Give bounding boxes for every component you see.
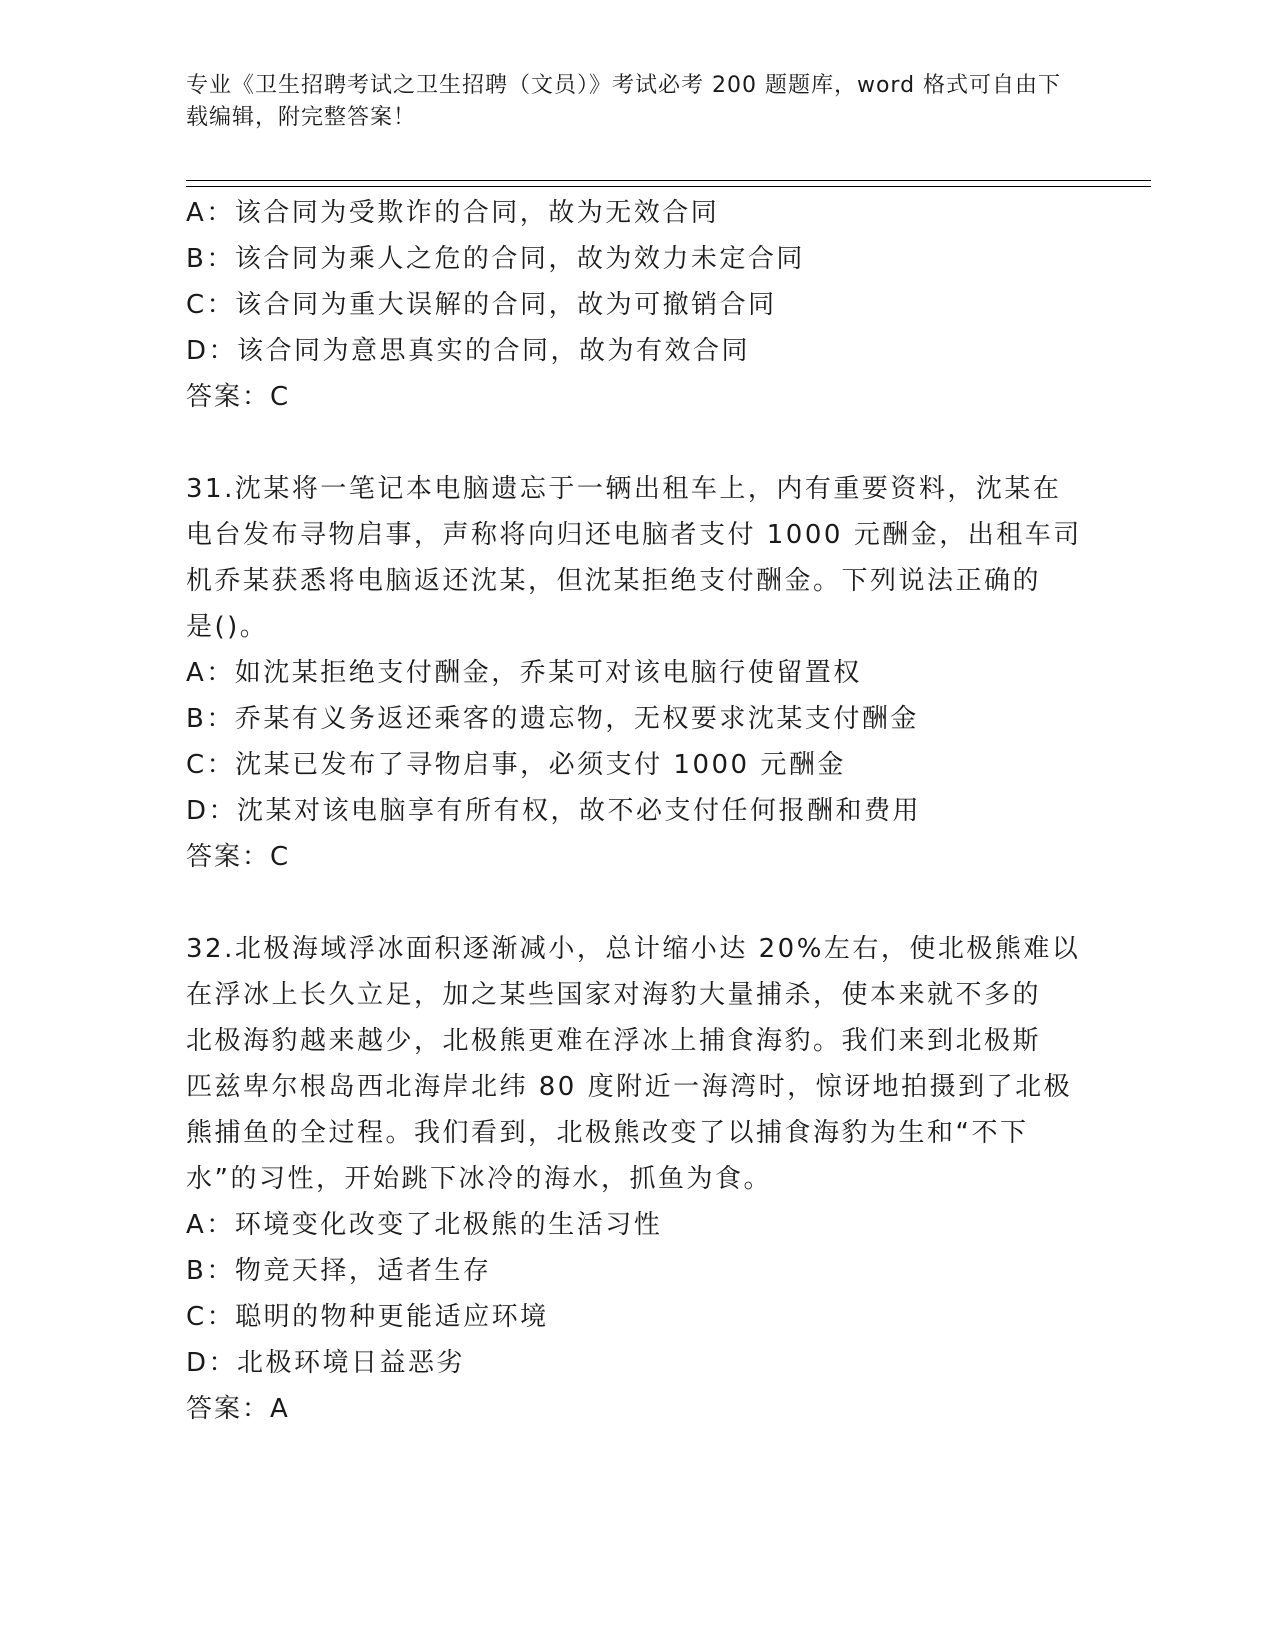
option-a: A：如沈某拒绝支付酬金，乔某可对该电脑行使留置权	[186, 658, 862, 688]
spacer	[186, 420, 1086, 466]
option-d: D：沈某对该电脑享有所有权，故不必支付任何报酬和费用	[186, 796, 922, 826]
option-b: B：乔某有义务返还乘客的遗忘物，无权要求沈某支付酬金	[186, 704, 919, 734]
spacer	[186, 880, 1086, 926]
question-31-line-1: 31.沈某将一笔记本电脑遗忘于一辆出租车上，内有重要资料，沈某在	[186, 474, 1062, 504]
answer-label: 答案：C	[186, 382, 291, 412]
header-text: 专业《卫生招聘考试之卫生招聘（文员）》考试必考 200 题题库，word 格式可自由下载编辑，附完整答案！	[186, 73, 1062, 130]
previous-question-block	[186, 190, 1086, 420]
question-32-line-1: 32.北极海域浮冰面积逐渐减小，总计缩小达 20%左右，使北极熊难以	[186, 934, 1081, 964]
document-body	[186, 190, 1086, 1432]
question-32-line-6: 水”的习性，开始跳下冰冷的海水，抓鱼为食。	[186, 1164, 772, 1194]
answer-label: 答案：C	[186, 842, 291, 872]
header-rule-bottom	[186, 186, 1151, 187]
question-31-block	[186, 466, 1086, 880]
question-31-line-2: 电台发布寻物启事，声称将向归还电脑者支付 1000 元酬金，出租车司	[186, 520, 1082, 550]
option-b: B：该合同为乘人之危的合同，故为效力未定合同	[186, 244, 805, 274]
question-32-line-5: 熊捕鱼的全过程。我们看到，北极熊改变了以捕食海豹为生和“不下	[186, 1118, 1029, 1148]
question-32-line-4: 匹兹卑尔根岛西北海岸北纬 80 度附近一海湾时，惊讶地拍摄到了北极	[186, 1072, 1073, 1102]
option-d: D：北极环境日益恶劣	[186, 1348, 466, 1378]
option-b: B：物竞天择，适者生存	[186, 1256, 492, 1286]
option-a: A：环境变化改变了北极熊的生活习性	[186, 1210, 663, 1240]
question-32-line-2: 在浮冰上长久立足，加之某些国家对海豹大量捕杀，使本来就不多的	[186, 980, 1042, 1010]
option-c: C：沈某已发布了寻物启事，必须支付 1000 元酬金	[186, 750, 846, 780]
question-31-line-3: 机乔某获悉将电脑返还沈某，但沈某拒绝支付酬金。下列说法正确的	[186, 566, 1042, 596]
question-32-block	[186, 926, 1086, 1432]
option-a: A：该合同为受欺诈的合同，故为无效合同	[186, 198, 720, 228]
document-header	[186, 70, 1066, 134]
answer-label: 答案：A	[186, 1394, 290, 1424]
option-d: D：该合同为意思真实的合同，故为有效合同	[186, 336, 751, 366]
option-c: C：聪明的物种更能适应环境	[186, 1302, 549, 1332]
option-c: C：该合同为重大误解的合同，故为可撤销合同	[186, 290, 777, 320]
question-31-line-4: 是()。	[186, 612, 269, 642]
question-32-line-3: 北极海豹越来越少，北极熊更难在浮冰上捕食海豹。我们来到北极斯	[186, 1026, 1042, 1056]
header-rule-top	[186, 180, 1151, 181]
